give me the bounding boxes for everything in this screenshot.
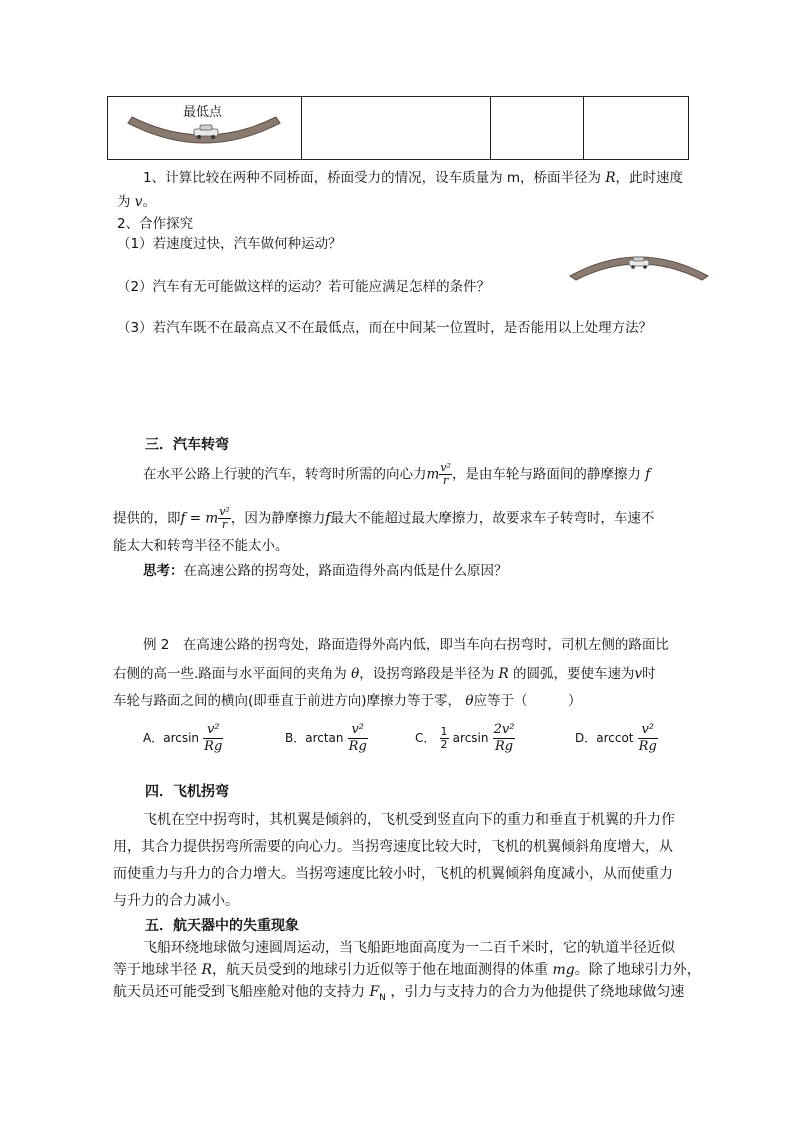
section5-line2: 等于地球半径 R，航天员受到的地球引力近似等于他在地面测得的体重 mg。除了地球引力外，: [113, 962, 701, 978]
heading-cooperate: 2、合作探究: [117, 216, 194, 232]
section3-line3: 能太大和转弯半径不能太小。: [113, 538, 289, 554]
option-b[interactable]: B．arctan $\frac{\text{v²}}{Rg}$: [285, 722, 367, 754]
section5-line3: 航天员还可能受到飞船座舱对他的支持力 $F_N$ ，引力与支持力的合力为他提供了绕地球做匀速: [113, 984, 685, 1003]
question-1: （1）若速度过快，汽车做何种运动？: [117, 236, 342, 252]
option-a[interactable]: A．arcsin $\frac{\text{v²}}{Rg}$: [143, 722, 223, 754]
comparison-table: [107, 96, 689, 160]
table-row: [108, 97, 689, 160]
section4-para1: 飞机在空中拐弯时，其机翼是倾斜的，飞机受到竖直向下的重力和垂直于机翼的升力作: [143, 812, 675, 828]
option-d[interactable]: D．arccot $\frac{\text{v²}}{Rg}$: [575, 722, 657, 754]
think-prompt: 思考：在高速公路的拐弯处，路面造得外高内低是什么原因？: [143, 563, 508, 579]
item1-line2: 为 v。: [117, 194, 156, 210]
formula-v2-over-r: $\frac{\text{v²}}{r}$: [440, 461, 451, 487]
table-cell-empty-2: [491, 97, 584, 160]
option-c[interactable]: C． $\frac{1}{2}$ arcsin $\frac{\text{2v²}}{Rg}$: [415, 722, 515, 754]
example2-line1: 例 2 在高速公路的拐弯处，路面造得外高内低，即当车向右拐弯时，司机左侧的路面比: [143, 637, 669, 653]
question-2: （2）汽车有无可能做这样的运动？若可能应满足怎样的条件？: [117, 279, 491, 295]
question-3: （3）若汽车既不在最高点又不在最低点，而在中间某一位置时，是否能用以上处理方法？: [117, 320, 653, 336]
section5-title: 五．航天器中的失重现象: [145, 918, 299, 934]
section4-para3: 而使重力与升力的合力增大。当拐弯速度比较小时，飞机的机翼倾斜角度减小，从而使重力: [113, 866, 673, 882]
section3-title: 三．汽车转弯: [145, 437, 229, 453]
concave-bridge-figure: [124, 115, 284, 155]
section4-para4: 与升力的合力减小。: [113, 893, 239, 909]
lowest-point-label: 最低点: [183, 105, 223, 120]
item1-line1: 1、计算比较在两种不同桥面，桥面受力的情况，设车质量为 m，桥面半径为 R，此时速度: [143, 170, 683, 186]
section3-line2: 提供的，即f = m $\frac{\text{v²}}{r}$ ，因为静摩擦力f最大不能超过最大摩擦力，故要求车子转弯时，车速不: [113, 505, 655, 531]
section3-line1: 在水平公路上行驶的汽车，转弯时所需的向心力m $\frac{\text{v²}}{r}$ ，是由车轮与路面间的静摩擦力 f: [143, 461, 651, 487]
section5-line1: 飞船环绕地球做匀速圆周运动，当飞船距地面高度为一二百千米时，它的轨道半径近似: [143, 940, 675, 956]
table-cell-lowest-point: [108, 97, 302, 160]
convex-bridge-figure: [568, 246, 710, 282]
example2-line2: 右侧的高一些.路面与水平面间的夹角为 θ，设拐弯路段是半径为 R 的圆弧，要使车速为v时: [113, 666, 656, 682]
example2-line3: 车轮与路面之间的横向(即垂直于前进方向)摩擦力等于零， θ应等于（ ）: [113, 693, 582, 709]
table-cell-empty-1: [302, 97, 491, 160]
formula-v2-over-r-2: $\frac{\text{v²}}{r}$: [219, 505, 230, 531]
table-cell-empty-3: [584, 97, 689, 160]
section4-para2: 用，其合力提供拐弯所需要的向心力。当拐弯速度比较大时，飞机的机翼倾斜角度增大，从: [113, 839, 673, 855]
section4-title: 四．飞机拐弯: [145, 784, 229, 800]
